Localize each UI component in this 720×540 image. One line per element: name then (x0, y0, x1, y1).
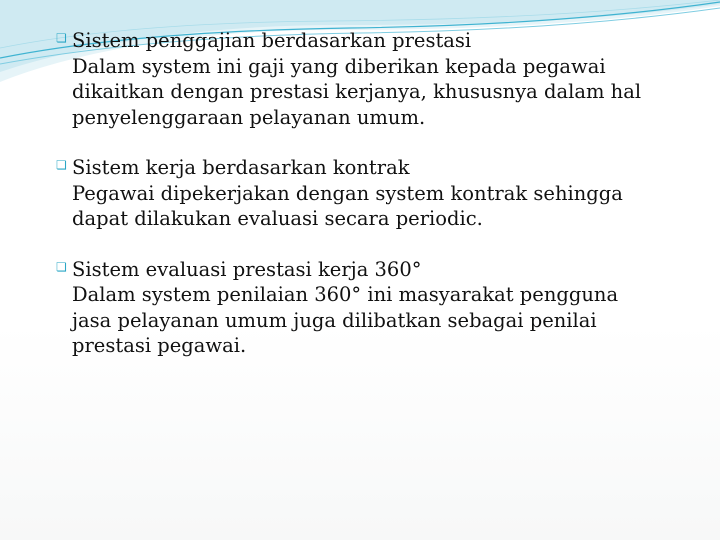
item-heading: Sistem kerja berdasarkan kontrak (72, 156, 410, 179)
bullet-list (56, 28, 696, 359)
bullet-glyph-icon: ❏ (56, 259, 67, 274)
list-item (56, 28, 696, 130)
item-heading: Sistem penggajian berdasarkan prestasi (72, 29, 472, 52)
list-item (56, 155, 696, 232)
bullet-glyph-icon: ❏ (56, 31, 67, 45)
item-heading: Sistem evaluasi prestasi kerja 360° (72, 257, 422, 281)
list-item (56, 257, 696, 359)
item-description: Pegawai dipekerjakan dengan system kontrak sehingga dapat dilakukan evaluasi secara periodic. (72, 181, 623, 230)
item-description: Dalam system ini gaji yang diberikan kepada pegawai dikaitkan dengan prestasi kerjanya, khususnya dalam hal penyelenggaraan pelayanan umum. (72, 54, 642, 129)
bullet-glyph-icon: ❏ (56, 158, 67, 172)
item-description: Dalam system penilaian 360° ini masyarakat pengguna jasa pelayanan umum juga dilibatkan sebagai penilai prestasi pegawai. (72, 283, 619, 357)
